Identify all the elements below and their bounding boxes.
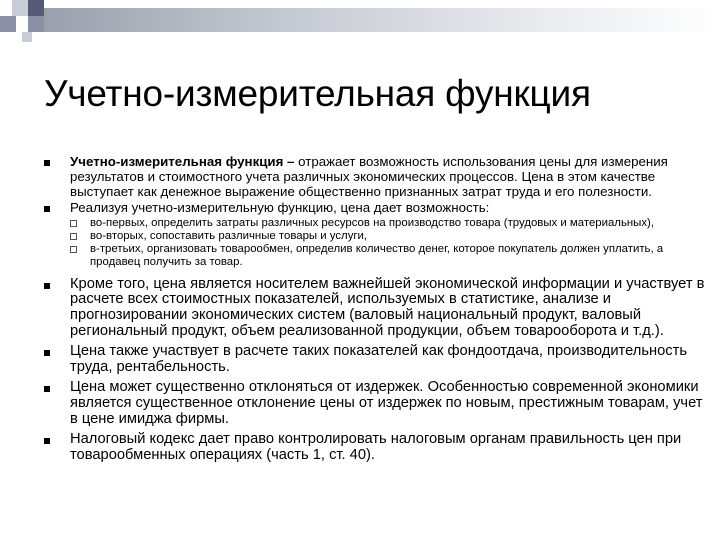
sub-list-item xyxy=(70,243,710,269)
decor-square xyxy=(12,0,28,16)
bullet-item xyxy=(44,380,710,427)
sub-item-text: в-третьих, организовать товарообмен, определив количество денег, которое покупатель должен уплатить, а продавец получить за товар. xyxy=(90,243,664,268)
decor-square xyxy=(22,32,32,42)
decor-square xyxy=(28,16,44,32)
square-bullet-icon xyxy=(44,206,50,212)
square-bullet-icon xyxy=(44,350,50,356)
bullet-item xyxy=(44,344,710,375)
decor-square xyxy=(28,0,44,16)
bullet-text: Налоговый кодекс дает право контролировать налоговым органам правильность цен при товарообменных операциях (часть 1, ст. 40). xyxy=(70,431,682,463)
hollow-square-bullet-icon xyxy=(70,220,77,227)
bullet-text: Цена может существенно отклоняться от издержек. Особенностью современной экономики является существенное отклонение цены от издержек по новым, престижным товарам, учет в цене имиджа фирмы. xyxy=(70,379,703,427)
bullet-text: Реализуя учетно-измерительную функцию, цена дает возможность: xyxy=(70,200,490,216)
square-bullet-icon xyxy=(44,283,50,289)
hollow-square-bullet-icon xyxy=(70,246,77,253)
sub-list-item xyxy=(70,217,710,230)
bullet-item xyxy=(44,155,710,199)
decor-square xyxy=(0,16,16,32)
bullet-text: Кроме того, цена является носителем важнейшей экономической информации и участвует в расчете всех стоимостных показателей, используемых в статистике, анализе и прогнозировании экономических систем (валовый национальный продукт, валовый региональный продукт, объем реализованной продукции, объем товарооборота и т.д.). xyxy=(70,275,705,339)
sub-item-text: во-первых, определить затраты различных ресурсов на производство товара (трудовых и материальных), xyxy=(90,217,655,230)
bullet-item xyxy=(44,201,710,268)
hollow-square-bullet-icon xyxy=(70,233,77,240)
sub-list xyxy=(70,217,710,269)
square-bullet-icon xyxy=(44,386,50,392)
bullet-item xyxy=(44,277,710,339)
square-bullet-icon xyxy=(44,160,50,166)
slide-content xyxy=(44,155,710,463)
decor-gradient-bar xyxy=(44,8,720,32)
square-bullet-icon xyxy=(44,438,50,444)
sub-list-item xyxy=(70,230,710,243)
bullet-text: Цена также участвует в расчете таких показателей как фондоотдача, производительность труда, рентабельность. xyxy=(70,343,688,375)
bullet-lead: Учетно-измерительная функция – xyxy=(70,154,295,169)
bullet-item xyxy=(44,432,710,463)
bullet-text: отражает возможность использования цены для измерения результатов и стоимостного учета различных экономических процессов. Цена в этом качестве выступает как денежное выражение общественно признанных затрат труда и его полезности. xyxy=(70,154,668,199)
sub-item-text: во-вторых, сопоставить различные товары и услуги, xyxy=(90,230,368,243)
slide-title: Учетно-измерительная функция xyxy=(44,73,591,114)
decorative-header xyxy=(0,0,720,40)
